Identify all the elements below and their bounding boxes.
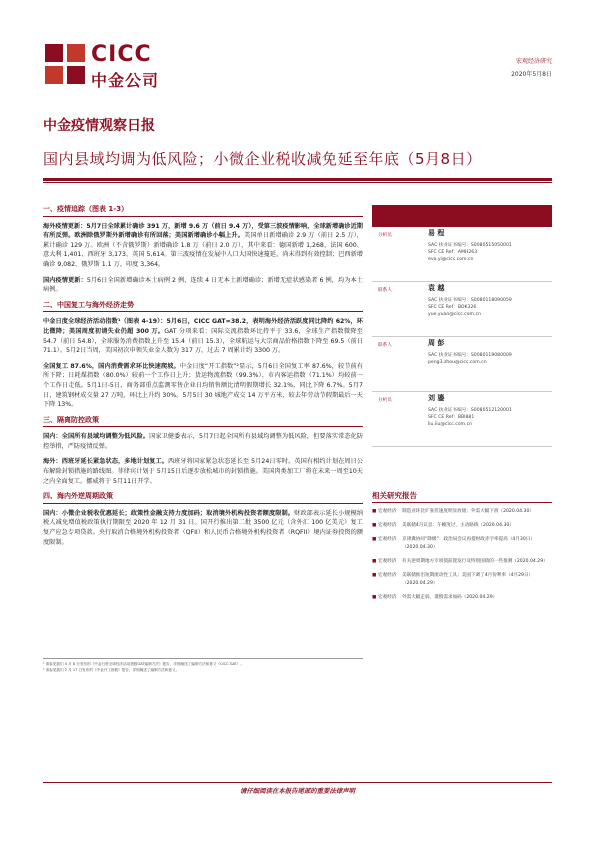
- related-text: 美联储推出短期流动性工具；美国下调了4月份利率（4月29日）（2020.04.29）: [402, 573, 534, 586]
- title-rule-thin: [43, 182, 552, 183]
- related-item[interactable]: [372, 558, 552, 566]
- header-meta: [511, 55, 552, 81]
- analyst-email[interactable]: yue.yuan@cicc.com.cn: [428, 312, 481, 317]
- section-heading: 三、隔离防控政策: [43, 416, 363, 428]
- footnote: ¹ 请参见我们 4 月 8 日发布的《中金日度全球经济活动指数GAT编制方法》报告，详细阐述了编制方法和意义（CICC GAT）。: [43, 662, 245, 666]
- analyst-email[interactable]: liu.liu@cicc.com.cn: [428, 422, 473, 427]
- analyst-name: 袁 越: [428, 284, 445, 292]
- section-heading: 四、海内外逆周期政策: [43, 492, 363, 504]
- bullet-icon: ■: [372, 537, 377, 542]
- related-text: 美联储4月议息：午睡度过，主动路线（2020.04.30）: [402, 523, 514, 528]
- analyst-email[interactable]: peng3.zhou@cicc.com.cn: [428, 360, 487, 365]
- section-heading: 一、疫情追踪（图表 1-3）: [43, 205, 363, 217]
- paragraph-body: 中金日度“开工指数”²显示，5月6日全国复工率 87.6%，较节前有所下降；日耗煤指数（80.0%）较前一个工作日上升；货运物流指数（99.3%）、市内客运指数（71.1%）均较前一个工作日走低。5月1日-5日，商务部重点监测零售企业日均销售额比清明假期增长 32.1%，同比下降 6.7%。5月7日，建筑钢材成交量 27 万吨，环比上升约 30%。5月5日 30 城地产成交 14 万平方米，较去年劳动节假期最后一天下降 13%。: [43, 362, 364, 409]
- analyst-role: 分析员: [378, 398, 392, 403]
- bullet-icon: ■: [372, 573, 377, 578]
- paragraph: [43, 432, 363, 451]
- paragraph-body: 西班牙将国家紧急状态延长至 5月24日零时。英国有相约计划在周日公布解除封锁措施的路线图。菲律宾计划于 5月15日后逐步放松城市的封锁措施。美国肉类加工厂将在未来一周至10天之内全面复工。挪威将于 5月11日开学。: [43, 458, 363, 485]
- related-item[interactable]: [372, 536, 552, 552]
- related-item[interactable]: [372, 594, 552, 602]
- section-heading: 二、中国复工与海外经济走势: [43, 301, 363, 313]
- bullet-icon: ■: [372, 595, 377, 600]
- footer-rule: [43, 782, 552, 783]
- bullet-icon: ■: [372, 559, 377, 564]
- paragraph-lead: 中金日度全球经济活动指数¹（图表 4-19）：5月6日，CICC GAT=38.2，表明海外经济活跃度同比降约 62%，环比微降；美国周度初请失业仍超 300 万。: [43, 318, 363, 335]
- related-research-title: 相关研究报告: [372, 491, 417, 500]
- related-tag: 宏观经济: [378, 537, 397, 542]
- related-tag: 宏观经济: [378, 509, 397, 514]
- analyst-license: SAC 执业证书编号：S0080512120001: [428, 408, 512, 413]
- related-item[interactable]: [372, 508, 552, 516]
- paragraph: [43, 457, 363, 486]
- bullet-icon: ■: [372, 509, 377, 514]
- paragraph: [43, 222, 363, 270]
- related-tag: 宏观经济: [378, 573, 397, 578]
- cicc-logo-mark-icon: [43, 42, 87, 86]
- paragraph: [43, 362, 363, 410]
- related-text: 外需大幅走弱，谨慎需求加码（2020.04.29）: [402, 595, 498, 600]
- paragraph: [43, 276, 363, 295]
- report-title: 国内县域均调为低风险；小微企业税收减免延至年底（5月8日）: [43, 150, 482, 168]
- related-item[interactable]: [372, 522, 552, 530]
- paragraph-lead: 全国复工 87.6%，国内消费需求环比快速爬坡。: [43, 362, 180, 370]
- legal-notice: 请仔细阅读在本报告尾部的重要法律声明: [239, 787, 356, 795]
- related-research-list: [372, 508, 552, 608]
- title-rule: [43, 178, 552, 181]
- analyst-card: [372, 337, 552, 392]
- paragraph-body: 5月6日全国新增确诊本土病例 2 例，连续 4 日无本土新增确诊；新增无症状感染者 6 例，均为本土病例。: [43, 276, 363, 294]
- related-tag: 宏观经济: [378, 559, 397, 564]
- paragraph-body: 国家卫健委表示，5月7日起全国所有县域均调整为低风险，但要落实常态化防控举措，严防疫情反弹。: [43, 433, 364, 450]
- related-text: 京津冀协同“降级”：政治局会议再提财政赤字率提高（4月30日）（2020.04.30）: [402, 537, 535, 550]
- paragraph-body: GAT 分项来看：国际交流指数环比持平于 33.6，全球生产指数微降至 54.7（前日 54.8），全球服务消费指数上升至 15.4（前日 15.3），全球航运与大宗商品价格指数下降至 69.5（前日 71.1）。5月2日当周，美国初次申领失业金人数为 317 万，过去 7 周累计约 3300 万。: [43, 327, 363, 355]
- analyst-name: 周 彭: [428, 339, 445, 347]
- analyst-license: SAC 执业证书编号：S0080118090059: [428, 298, 512, 303]
- related-item[interactable]: [372, 572, 552, 588]
- series-title: 中金疫情观察日报: [43, 118, 155, 134]
- paragraph: [43, 509, 363, 547]
- analyst-role: 分析员: [378, 233, 392, 238]
- related-tag: 宏观经济: [378, 523, 397, 528]
- analyst-sidebar: [372, 205, 552, 447]
- analyst-sfc: SFC CE Ref：AMH263: [428, 250, 478, 255]
- paragraph-lead: 国内：小微企业税收优惠延长；政策性金融支持力度加码；取消境外机构投资者额度限制。: [43, 509, 295, 517]
- related-tag: 宏观经济: [378, 595, 397, 600]
- related-text: 有关逆周期地方专项债前置发行及特别国债的一些推测（2020.04.29）: [402, 559, 548, 564]
- paragraph-lead: 海外：西班牙延长紧急状态，多地计划复工。: [43, 458, 168, 466]
- analyst-role: 联系人: [378, 288, 392, 293]
- paragraph-body: 财政部表示延长小规模纳税人减免增值税政策执行期限至 2020 年 12 月 31 日。国开行推出第二批 3500 亿元（含外汇 100 亿美元）复工复产应急专项贷款。央行取消合格境外机构投资者（QFII）和人民币合格境外机构投资者（RQFII）境内证券投资的额度限制。: [43, 509, 364, 546]
- logo-en: CICC: [91, 42, 152, 67]
- sidebar-banner: [372, 205, 552, 227]
- paragraph-lead: 国内：全国所有县域均调整为低风险。: [43, 433, 150, 441]
- bullet-icon: ■: [372, 523, 377, 528]
- analyst-sfc: SFC CE Ref：BBI881: [428, 415, 475, 420]
- report-date: 2020年5月8日: [511, 71, 552, 78]
- paragraph-lead: 国内疫情更新：: [43, 276, 87, 284]
- logo-cn: 中金公司: [91, 71, 160, 90]
- footnote: ² 请参见我们 2 月 17 日发布的《中金开工指数》报告，详细阐述了编制方法和意义。: [43, 668, 180, 672]
- cicc-logo: [43, 38, 183, 88]
- analyst-name: 易 程: [428, 229, 445, 237]
- analyst-card: [372, 282, 552, 337]
- analyst-name: 刘 鎏: [428, 394, 445, 402]
- analyst-email[interactable]: eva.yi@cicc.com.cn: [428, 257, 474, 262]
- related-text: 制造业环比扩张但速度明显放缓；外需大幅下滑（2020.04.30）: [402, 509, 534, 514]
- paragraph-lead: 海外疫情更新：5月7日全球累计确诊 391 万，新增 9.6 万（前日 9.4 万），受第三波疫情影响，全球新增确诊近期有所反弹。欧洲除俄罗斯外新增确诊有所回落；美国新增确诊小幅上升。: [43, 222, 363, 240]
- paragraph-body: 美国单日新增确诊 2.9 万（前日 2.5 万），累计确诊 129 万。欧洲（不含俄罗斯）新增确诊 1.8 万（前日 2.0 万），其中来看：德国新增 1,268、法国 600、意大利 1,401、西班牙 3,173、英国 5,614。第三波疫情在发展中人口大国快速蔓延，尚未得到有效控制；巴西新增确诊 9,082、俄罗斯 1.1 万、印度 3,364。: [43, 232, 363, 268]
- paragraph: [43, 317, 363, 355]
- analyst-license: SAC 执业证书编号：S0080119080009: [428, 353, 512, 358]
- analyst-license: SAC 执业证书编号：S0080515050001: [428, 243, 512, 248]
- related-rule: [372, 502, 552, 503]
- analyst-sfc: SFC CE Ref：BOK326: [428, 305, 477, 310]
- analyst-role: 联系人: [378, 343, 392, 348]
- analyst-card: [372, 227, 552, 282]
- analyst-card: [372, 392, 552, 447]
- report-category: 宏观经济研究: [515, 58, 552, 65]
- main-body: [43, 205, 363, 553]
- footnotes: [43, 658, 363, 673]
